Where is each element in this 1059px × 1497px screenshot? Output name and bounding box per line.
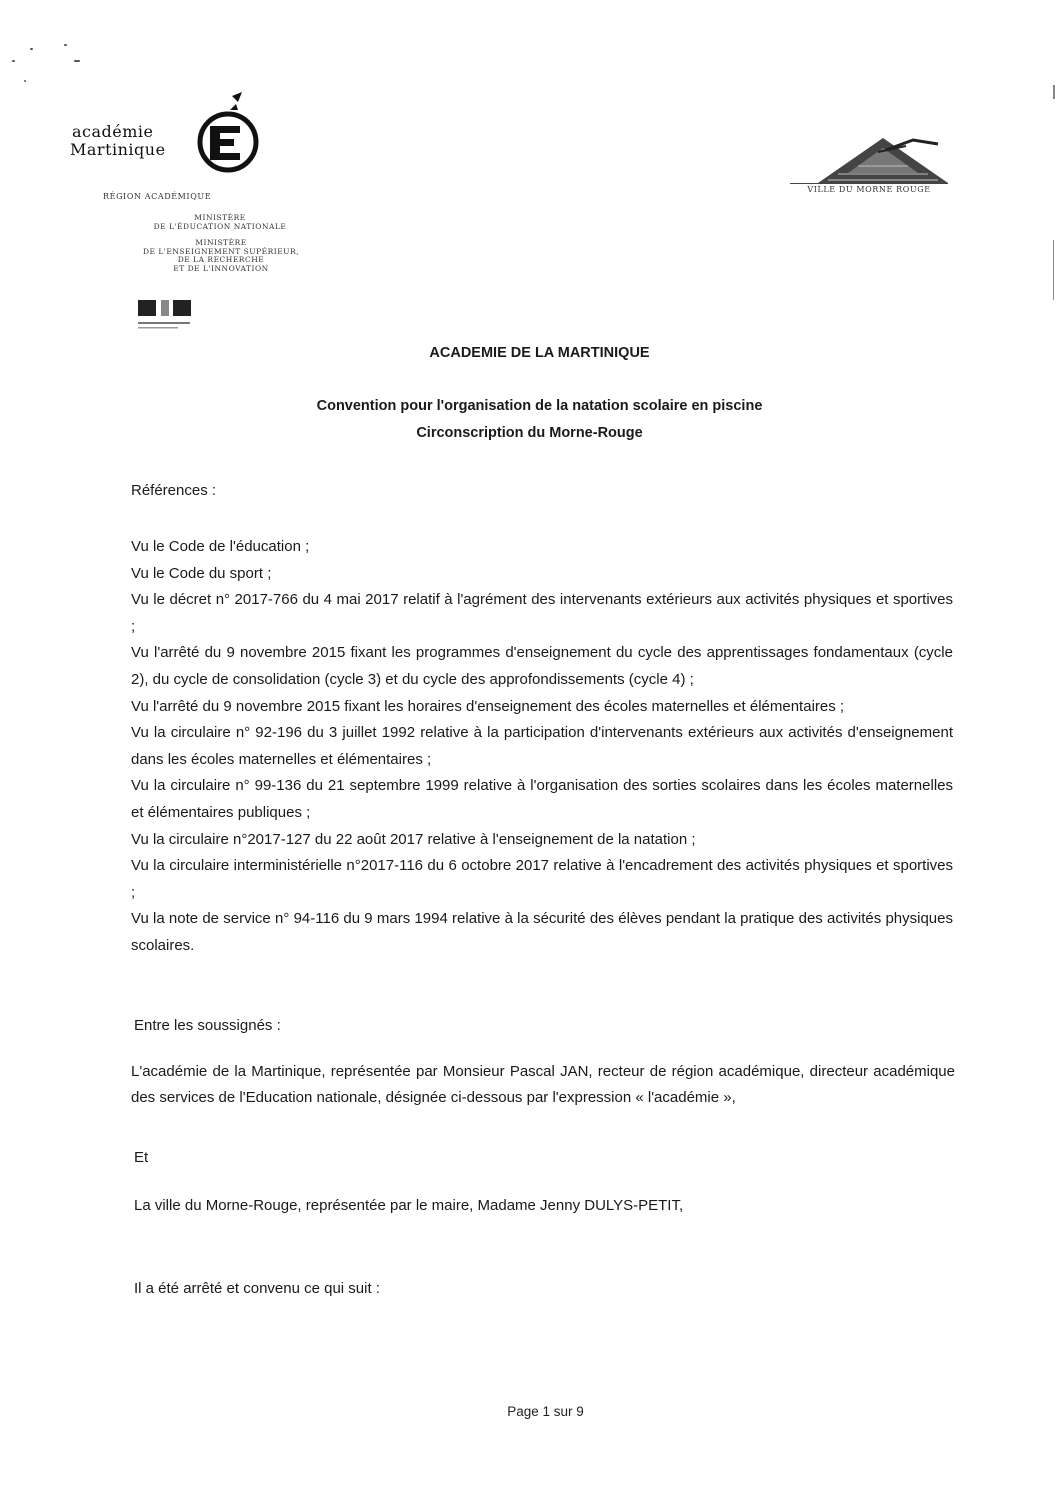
- ville-party-paragraph: La ville du Morne-Rouge, représentée par le maire, Madame Jenny DULYS-PETIT,: [134, 1197, 684, 1214]
- reference-item: Vu le décret n° 2017-766 du 4 mai 2017 relatif à l'agrément des intervenants extérieurs aux activités physiques et sportives ;: [131, 591, 953, 635]
- references-label: Références :: [131, 482, 217, 499]
- scan-edge-mark: [1053, 240, 1054, 300]
- region-academique-label: RÉGION ACADÉMIQUE: [103, 192, 212, 201]
- reference-item: Vu l'arrêté du 9 novembre 2015 fixant les horaires d'enseignement des écoles maternelles et élémentaires ;: [131, 697, 845, 715]
- ville-logo-caption: VILLE DU MORNE ROUGE: [790, 183, 948, 194]
- reference-item: Vu la circulaire n°2017-127 du 22 août 2017 relative à l'enseignement de la natation ;: [131, 830, 696, 848]
- academie-party-paragraph: L'académie de la Martinique, représentée par Monsieur Pascal JAN, recteur de région académique, directeur académique des services de l'Education nationale, désignée ci-dessous par l'expression « l'académie »,: [131, 1063, 955, 1106]
- republique-francaise-logo: [133, 298, 197, 334]
- scan-speck: [12, 60, 15, 62]
- reference-item: Vu l'arrêté du 9 novembre 2015 fixant les programmes d'enseignement du cycle des apprentissages fondamentaux (cycle 2), du cycle de consolidation (cycle 3) et du cycle des approfondissements (cycle 4) ;: [131, 644, 953, 688]
- scan-speck: [74, 60, 80, 62]
- page-number: Page 1 sur 9: [507, 1404, 584, 1419]
- academie-e-emblem: [128, 92, 268, 174]
- ministry-line: DE L'ÉDUCATION NATIONALE: [153, 221, 287, 231]
- ministry-line: DE LA RECHERCHE: [177, 255, 265, 264]
- ministry-education-label: [130, 214, 310, 231]
- reference-item: Vu le Code de l'éducation ;: [131, 538, 310, 555]
- ministry-line: MINISTÈRE: [195, 238, 247, 247]
- ministry-line: ET DE L'INNOVATION: [173, 263, 269, 273]
- convention-title: Convention pour l'organisation de la natation scolaire en piscine: [316, 398, 763, 414]
- reference-item: Vu la circulaire interministérielle n°2017-116 du 6 octobre 2017 relative à l'encadrement des activités physiques et sportives ;: [131, 857, 953, 901]
- et-conjunction: Et: [134, 1149, 149, 1166]
- reference-item: Vu la circulaire n° 99-136 du 21 septembre 1999 relative à l'organisation des sorties scolaires dans les écoles maternelles et élémentaires publiques ;: [131, 777, 953, 821]
- academie-logo-word: académie: [72, 122, 154, 141]
- reference-item: Vu la note de service n° 94-116 du 9 mars 1994 relative à la sécurité des élèves pendant la pratique des activités physiques scolaires.: [131, 910, 953, 954]
- scan-speck: [64, 44, 67, 46]
- entre-les-soussignes: Entre les soussignés :: [134, 1017, 281, 1034]
- reference-item: Vu la circulaire n° 92-196 du 3 juillet 1992 relative à la participation d'intervenants extérieurs aux activités d'enseignement dans les écoles maternelles et élémentaires ;: [131, 724, 953, 768]
- references-list: [131, 534, 953, 960]
- arrete-convenu-line: Il a été arrêté et convenu ce qui suit :: [134, 1280, 380, 1297]
- scan-speck: [24, 80, 26, 82]
- scan-speck: [30, 48, 33, 50]
- martinique-logo-word: Martinique: [70, 140, 166, 159]
- convention-subtitle: Circonscription du Morne-Rouge: [416, 425, 643, 441]
- document-heading: ACADEMIE DE LA MARTINIQUE: [429, 345, 650, 361]
- ministry-higher-education-label: [116, 239, 326, 273]
- reference-item: Vu le Code du sport ;: [131, 564, 272, 582]
- ministry-line: DE L'ENSEIGNEMENT SUPÉRIEUR,: [142, 246, 300, 256]
- ministry-line: MINISTÈRE: [194, 213, 246, 222]
- scan-edge-mark: [1053, 85, 1055, 99]
